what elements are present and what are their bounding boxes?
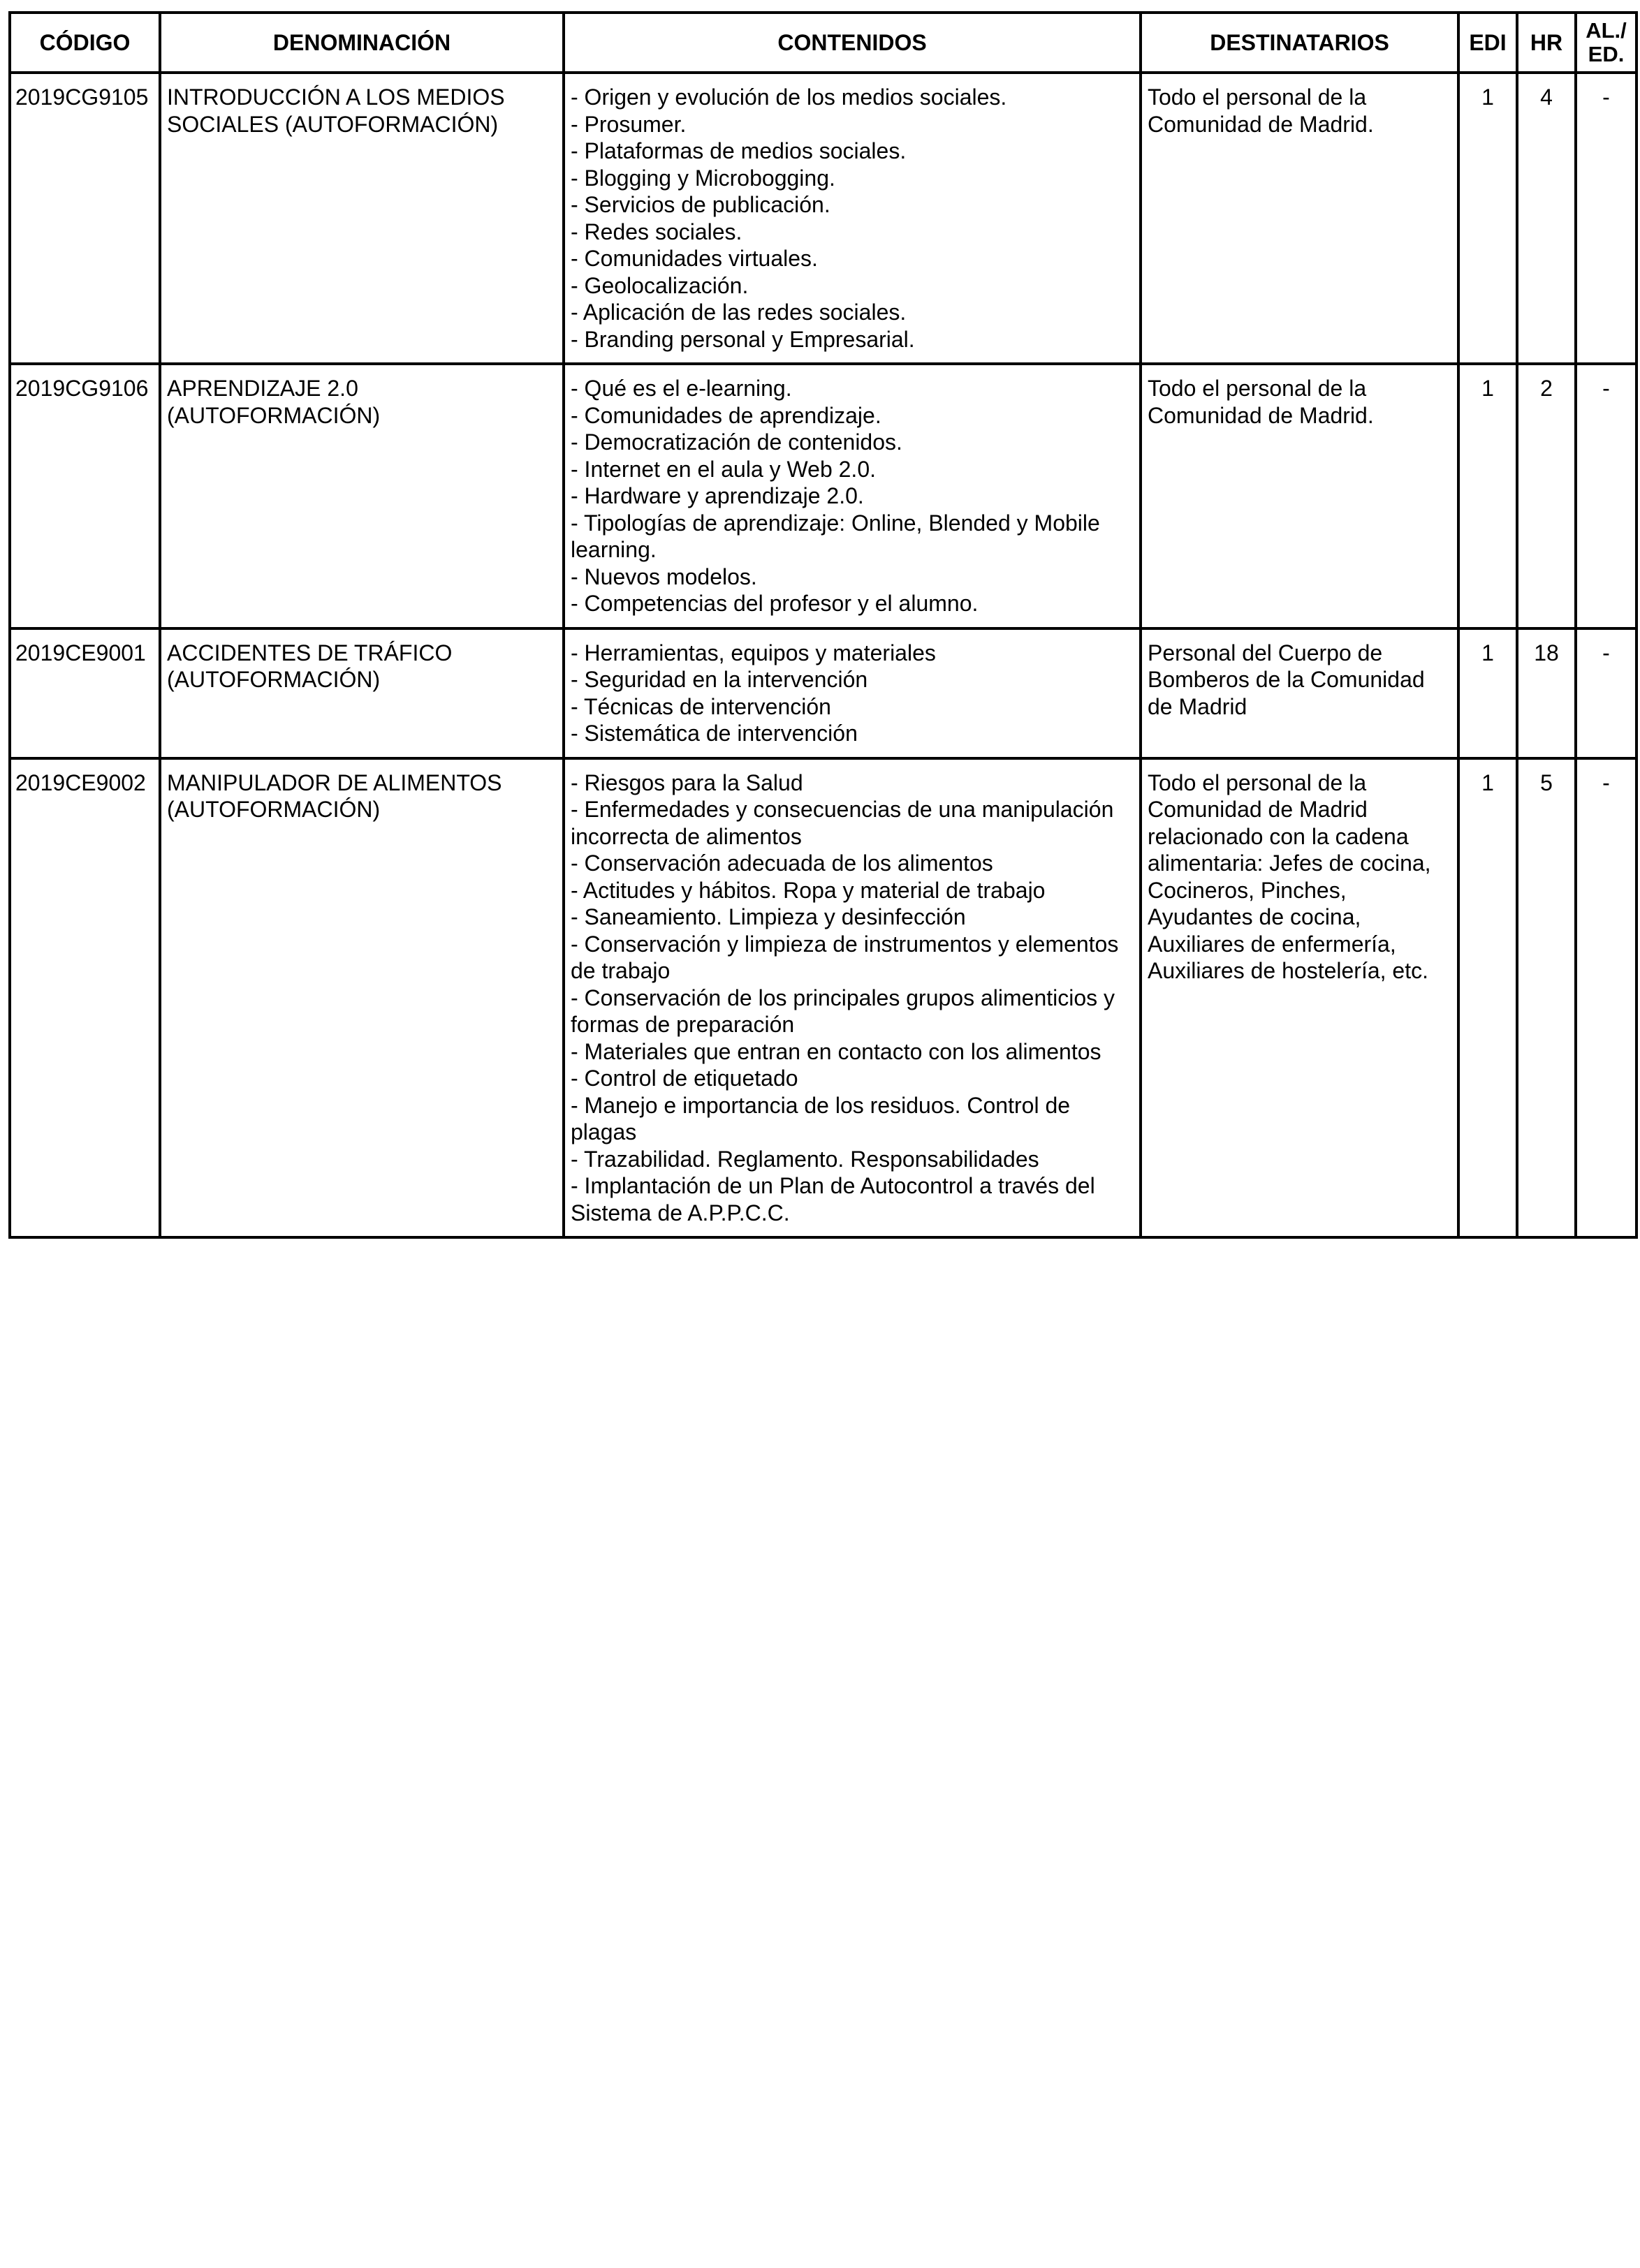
contenido-item: - Seguridad en la intervención	[571, 667, 868, 692]
contenido-item: - Conservación y limpieza de instrumentos y elementos de trabajo	[571, 931, 1119, 983]
contenido-item: - Control de etiquetado	[571, 1066, 798, 1091]
contenido-item: - Trazabilidad. Reglamento. Responsabilidades	[571, 1146, 1039, 1172]
contenido-item: - Comunidades virtuales.	[571, 246, 818, 271]
cell-hr: 2	[1517, 364, 1576, 628]
table-body	[10, 73, 1637, 1237]
cell-contenidos	[564, 628, 1141, 758]
contenido-item: - Implantación de un Plan de Autocontrol a través del Sistema de A.P.P.C.C.	[571, 1173, 1095, 1225]
contenido-item: - Competencias del profesor y el alumno.	[571, 591, 979, 616]
cell-al-ed: -	[1576, 364, 1637, 628]
contenido-item: - Servicios de publicación.	[571, 192, 830, 217]
cell-codigo: 2019CG9105	[10, 73, 160, 364]
contenido-item: - Sistemática de intervención	[571, 721, 858, 746]
cell-edi: 1	[1458, 73, 1517, 364]
cell-al-ed: -	[1576, 628, 1637, 758]
contenido-item: - Riesgos para la Salud	[571, 770, 803, 795]
cell-edi: 1	[1458, 364, 1517, 628]
cell-contenidos	[564, 73, 1141, 364]
cell-hr: 4	[1517, 73, 1576, 364]
contenido-item: - Geolocalización.	[571, 272, 749, 298]
header-contenidos: CONTENIDOS	[564, 13, 1141, 73]
contenido-item: - Materiales que entran en contacto con los alimentos	[571, 1038, 1101, 1064]
contenido-item: - Conservación adecuada de los alimentos	[571, 850, 993, 876]
cell-al-ed: -	[1576, 758, 1637, 1238]
cell-codigo: 2019CE9001	[10, 628, 160, 758]
cell-edi: 1	[1458, 758, 1517, 1238]
contenido-item: - Herramientas, equipos y materiales	[571, 640, 936, 665]
header-al-ed	[1576, 13, 1637, 73]
table-row	[10, 364, 1637, 628]
contenido-item: - Redes sociales.	[571, 219, 742, 244]
contenido-item: - Branding personal y Empresarial.	[571, 326, 915, 352]
cell-destinatarios: Todo el personal de la Comunidad de Madrid relacionado con la cadena alimentaria: Jefes de cocina, Cocineros, Pinches, Ayudantes de cocina, Auxiliares de enfermería, Auxiliares de hostelería, etc.	[1141, 758, 1458, 1238]
header-destinatarios: DESTINATARIOS	[1141, 13, 1458, 73]
cell-hr: 18	[1517, 628, 1576, 758]
cell-codigo: 2019CE9002	[10, 758, 160, 1238]
header-codigo: CÓDIGO	[10, 13, 160, 73]
header-denominacion: DENOMINACIÓN	[160, 13, 564, 73]
contenido-item: - Comunidades de aprendizaje.	[571, 402, 881, 428]
cell-edi: 1	[1458, 628, 1517, 758]
cell-al-ed: -	[1576, 73, 1637, 364]
cell-destinatarios: Todo el personal de la Comunidad de Madrid.	[1141, 73, 1458, 364]
contenido-item: - Hardware y aprendizaje 2.0.	[571, 483, 864, 508]
table-row	[10, 628, 1637, 758]
contenido-item: - Qué es el e-learning.	[571, 376, 792, 401]
table-row	[10, 73, 1637, 364]
contenido-item: - Manejo e importancia de los residuos. Control de plagas	[571, 1092, 1071, 1144]
cell-denominacion: APRENDIZAJE 2.0 (AUTOFORMACIÓN)	[160, 364, 564, 628]
cell-denominacion: ACCIDENTES DE TRÁFICO (AUTOFORMACIÓN)	[160, 628, 564, 758]
cell-contenidos	[564, 364, 1141, 628]
contenido-item: - Conservación de los principales grupos alimenticios y formas de preparación	[571, 985, 1115, 1037]
document-page	[8, 11, 1638, 1239]
contenido-item: - Saneamiento. Limpieza y desinfección	[571, 904, 966, 929]
header-edi: EDI	[1458, 13, 1517, 73]
courses-table	[8, 11, 1638, 1239]
contenido-item: - Blogging y Microbogging.	[571, 165, 835, 191]
cell-destinatarios: Todo el personal de la Comunidad de Madrid.	[1141, 364, 1458, 628]
cell-codigo: 2019CG9106	[10, 364, 160, 628]
contenido-item: - Enfermedades y consecuencias de una manipulación incorrecta de alimentos	[571, 797, 1114, 849]
cell-destinatarios: Personal del Cuerpo de Bomberos de la Comunidad de Madrid	[1141, 628, 1458, 758]
contenido-item: - Actitudes y hábitos. Ropa y material de trabajo	[571, 877, 1046, 903]
contenido-item: - Plataformas de medios sociales.	[571, 138, 907, 163]
contenido-item: - Origen y evolución de los medios sociales.	[571, 84, 1007, 110]
header-row	[10, 13, 1637, 73]
header-hr: HR	[1517, 13, 1576, 73]
cell-denominacion: INTRODUCCIÓN A LOS MEDIOS SOCIALES (AUTOFORMACIÓN)	[160, 73, 564, 364]
contenido-item: - Aplicación de las redes sociales.	[571, 300, 907, 325]
contenido-item: - Internet en el aula y Web 2.0.	[571, 456, 876, 482]
header-al-ed-line1: AL./	[1586, 18, 1627, 43]
contenido-item: - Prosumer.	[571, 111, 687, 137]
contenido-item: - Democratización de contenidos.	[571, 429, 902, 455]
contenido-item: - Nuevos modelos.	[571, 564, 757, 589]
cell-hr: 5	[1517, 758, 1576, 1238]
header-al-ed-line2: ED.	[1588, 42, 1625, 66]
contenido-item: - Técnicas de intervención	[571, 693, 831, 719]
contenido-item: - Tipologías de aprendizaje: Online, Blended y Mobile learning.	[571, 510, 1100, 562]
cell-denominacion: MANIPULADOR DE ALIMENTOS (AUTOFORMACIÓN)	[160, 758, 564, 1238]
table-row	[10, 758, 1637, 1238]
cell-contenidos	[564, 758, 1141, 1238]
